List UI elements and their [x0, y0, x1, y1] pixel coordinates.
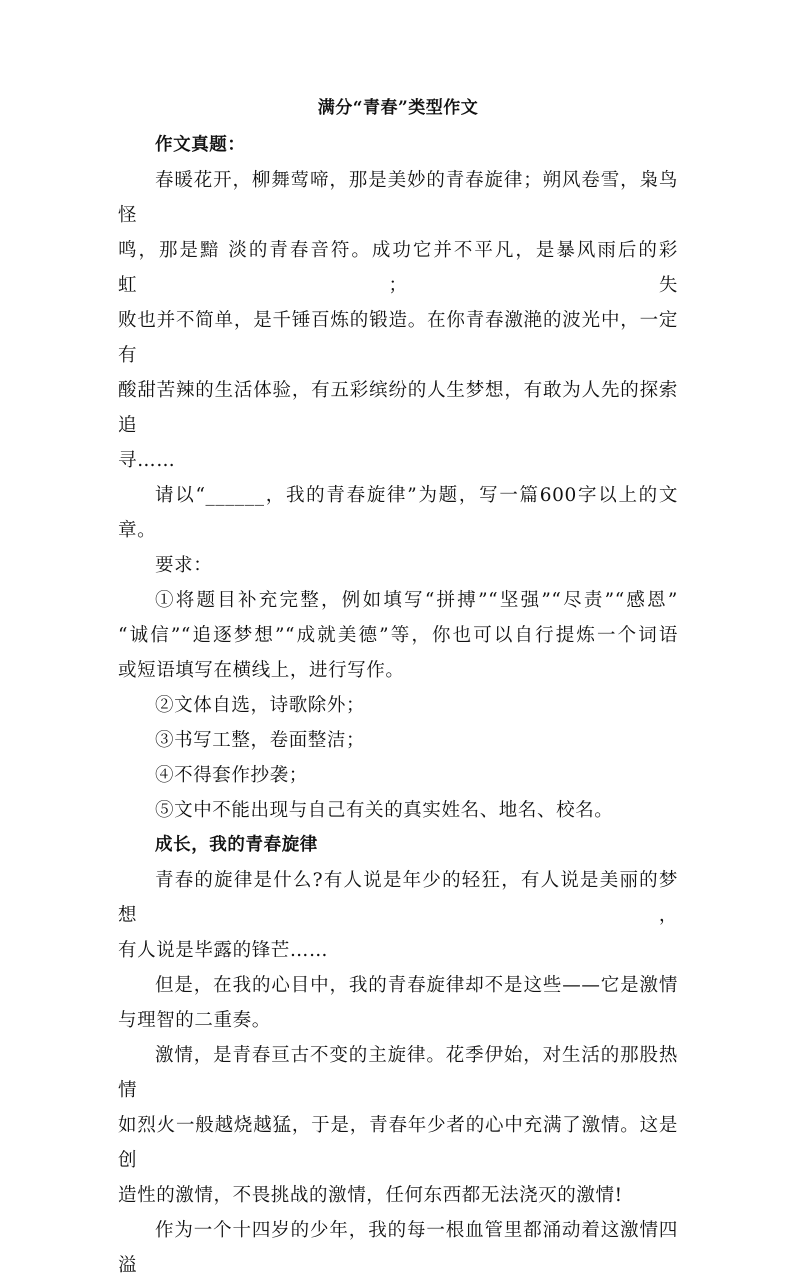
requirement-2 [118, 688, 678, 723]
essay-line: 青春的旋律是什么?有人说是年少的轻狂，有人说是美丽的梦想， [118, 870, 678, 926]
requirement-line: 或短语填写在横线上，进行写作。 [118, 660, 405, 681]
requirement-4 [118, 758, 678, 793]
requirements-label-paragraph [118, 548, 678, 583]
prompt-line: 春暖花开，柳舞莺啼，那是美妙的青春旋律；朔风卷雪，枭鸟怪 [118, 170, 678, 226]
requirement-line: ②文体自选，诗歌除外； [155, 695, 366, 716]
essay-line: 有人说是毕露的锋芒…… [118, 940, 329, 961]
essay-paragraph-2 [118, 968, 678, 1038]
section-label: 作文真题： [155, 135, 246, 155]
prompt-line: 酸甜苦辣的生活体验，有五彩缤纷的人生梦想，有敢为人先的探索追 [118, 380, 678, 436]
requirement-3 [118, 723, 678, 758]
requirement-line: ③书写工整，卷面整洁； [155, 730, 366, 751]
prompt-line: 鸣，那是黯 淡的青春音符。成功它并不平凡，是暴风雨后的彩虹；失 [118, 240, 678, 296]
requirement-line: ④不得套作抄袭； [155, 765, 308, 786]
prompt-line: 寻…… [118, 450, 176, 471]
instruction-paragraph [118, 478, 678, 548]
requirements-label: 要求： [155, 555, 213, 576]
essay-paragraph-3 [118, 1038, 678, 1213]
essay-line: 如烈火一般越烧越猛，于是，青春年少者的心中充满了激情。这是创 [118, 1115, 678, 1171]
instruction-line: 请以“______，我的青春旋律”为题，写一篇600字以上的文章。 [118, 485, 678, 541]
requirement-1 [118, 583, 678, 688]
essay-line: 造性的激情，不畏挑战的激情，任何东西都无法浇灭的激情! [118, 1185, 623, 1206]
essay-title: 成长，我的青春旋律 [155, 835, 318, 855]
requirement-line: ①将题目补充完整，例如填写“拼搏”“坚强”“尽责”“感恩” [155, 590, 678, 611]
essay-line: 作为一个十四岁的少年，我的每一根血管里都涌动着这激情四溢 [118, 1220, 678, 1276]
requirement-5 [118, 793, 678, 828]
essay-paragraph-1 [118, 863, 678, 968]
document-page [118, 92, 678, 1283]
document-title: 满分“青春”类型作文 [317, 98, 479, 118]
essay-line: 与理智的二重奏。 [118, 1010, 271, 1031]
essay-paragraph-4 [118, 1213, 678, 1283]
requirement-line: ⑤文中不能出现与自己有关的真实姓名、地名、校名。 [155, 800, 614, 821]
requirement-line: “诚信”“追逐梦想”“成就美德”等，你也可以自行提炼一个词语 [118, 625, 678, 646]
prompt-paragraph [118, 163, 678, 478]
essay-line: 激情，是青春亘古不变的主旋律。花季伊始，对生活的那股热情 [118, 1045, 678, 1101]
prompt-line: 败也并不简单，是千锤百炼的锻造。在你青春激滟的波光中，一定有 [118, 310, 678, 366]
essay-line: 但是，在我的心目中，我的青春旋律却不是这些——它是激情 [155, 975, 678, 996]
